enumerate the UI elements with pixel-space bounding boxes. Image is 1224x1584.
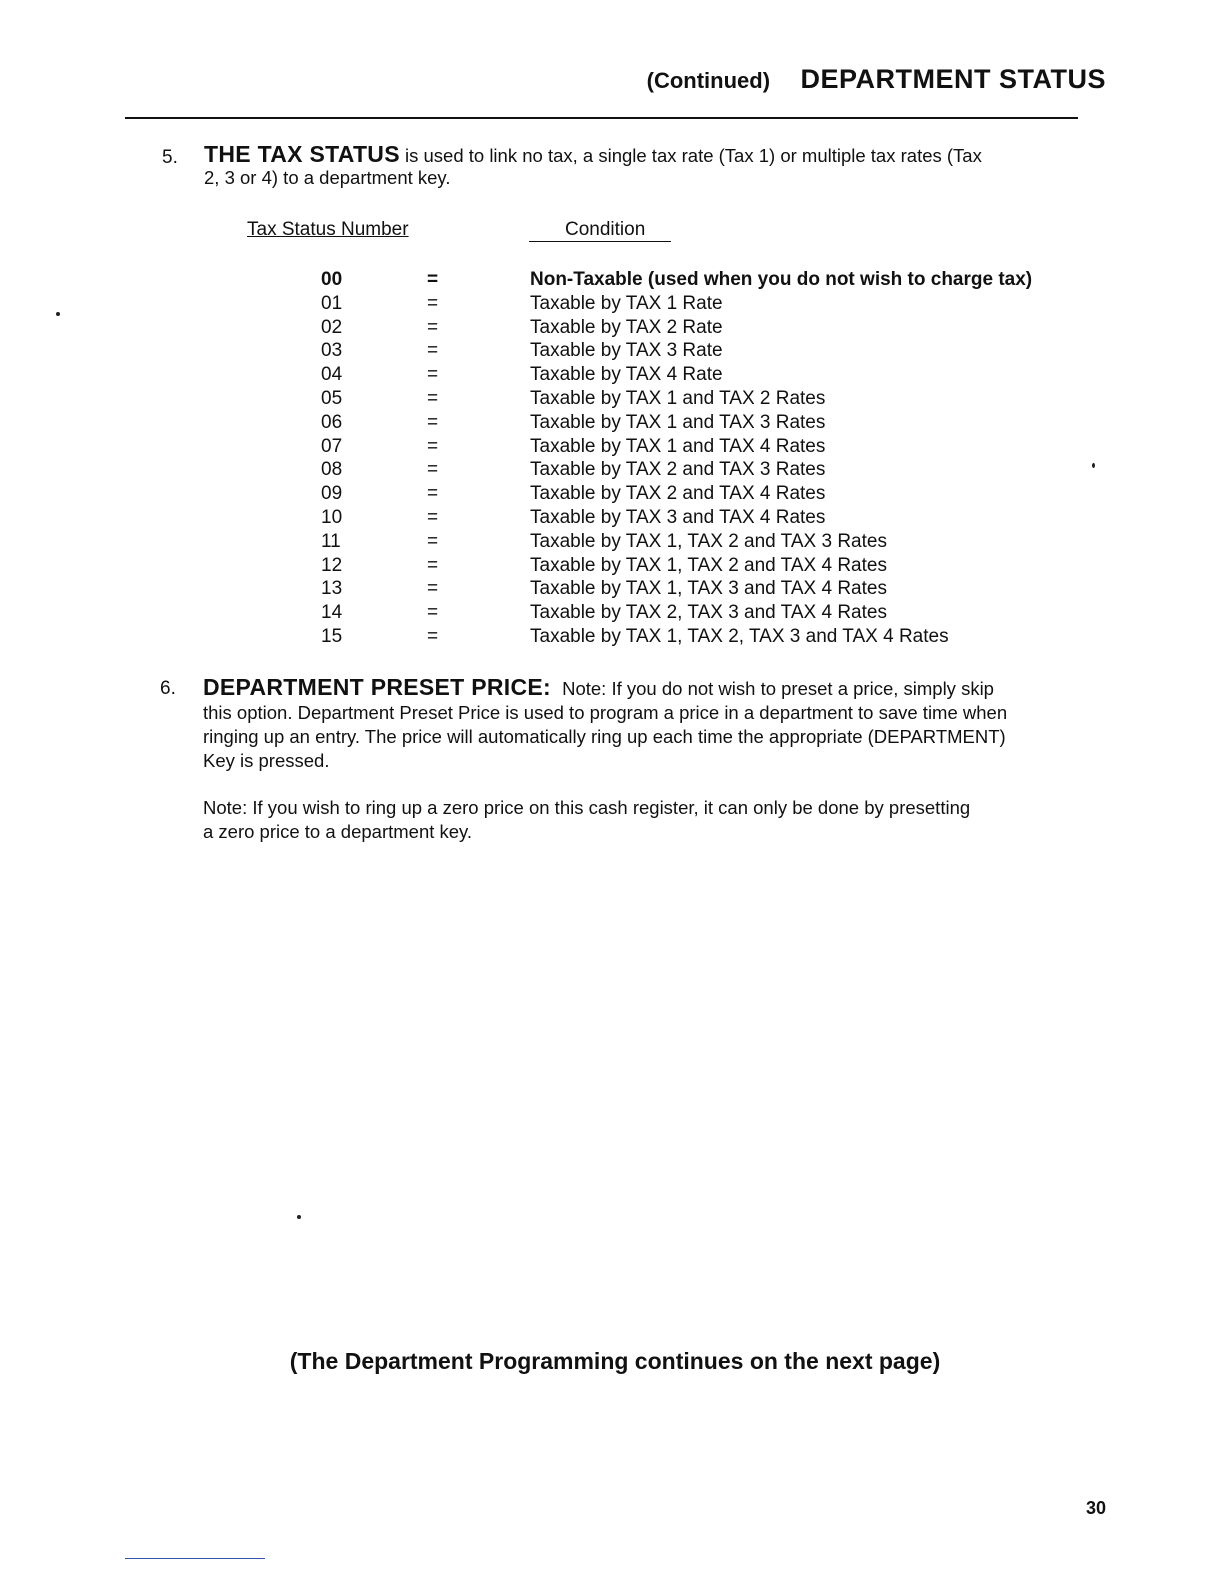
table-row xyxy=(0,577,1224,601)
column-header-condition xyxy=(529,219,671,241)
tax-status-code: 12 xyxy=(321,554,343,576)
table-row xyxy=(0,458,1224,482)
equals-sign: = xyxy=(427,459,439,481)
section-5-text-line1: is used to link no tax, a single tax rate (Tax 1) or multiple tax rates (Tax xyxy=(405,145,982,166)
column-header-tax-status-number: Tax Status Number xyxy=(247,219,409,240)
section-6-line1: Note: If you do not wish to preset a price, simply skip xyxy=(562,678,994,699)
scan-speck xyxy=(56,312,60,316)
equals-sign: = xyxy=(427,388,439,409)
tax-status-code: 08 xyxy=(321,459,343,481)
bottom-scan-line xyxy=(125,1558,265,1559)
tax-condition: Taxable by TAX 3 Rate xyxy=(530,340,723,362)
table-row xyxy=(0,625,1224,649)
tax-status-code: 05 xyxy=(321,388,343,409)
page-number: 30 xyxy=(1085,1498,1106,1518)
table-row xyxy=(0,411,1224,435)
tax-condition: Taxable by TAX 1 and TAX 2 Rates xyxy=(530,388,826,409)
equals-sign: = xyxy=(427,507,439,528)
zero-price-note-line2: a zero price to a department key. xyxy=(203,821,473,842)
tax-condition: Taxable by TAX 1, TAX 2 and TAX 4 Rates xyxy=(530,554,887,576)
table-row xyxy=(0,268,1224,292)
section-5-number: 5. xyxy=(162,147,178,168)
tax-condition: Taxable by TAX 1, TAX 2, TAX 3 and TAX 4 Rates xyxy=(530,626,949,647)
page-title: DEPARTMENT STATUS xyxy=(800,64,1106,94)
section-6-number: 6. xyxy=(160,678,176,699)
continued-label: (Continued) xyxy=(646,68,771,93)
section-6-line4: Key is pressed. xyxy=(203,750,330,771)
table-row xyxy=(0,387,1224,411)
tax-status-code: 02 xyxy=(321,316,343,338)
tax-condition: Taxable by TAX 2 and TAX 3 Rates xyxy=(530,459,826,481)
section-6-line2: this option. Department Preset Price is used to program a price in a department to save time when xyxy=(203,702,1008,723)
tax-status-code: 03 xyxy=(321,340,343,362)
tax-condition: Taxable by TAX 1 Rate xyxy=(530,292,723,314)
equals-sign: = xyxy=(427,292,439,314)
tax-condition: Taxable by TAX 1 and TAX 3 Rates xyxy=(530,411,826,433)
tax-condition: Taxable by TAX 2, TAX 3 and TAX 4 Rates xyxy=(530,602,887,624)
header-rule xyxy=(125,117,1078,119)
zero-price-note xyxy=(203,796,1083,844)
tax-condition: Taxable by TAX 1 and TAX 4 Rates xyxy=(530,435,826,457)
scan-speck xyxy=(297,1215,301,1219)
equals-sign: = xyxy=(427,364,439,386)
equals-sign: = xyxy=(427,435,439,457)
section-6-line3: ringing up an entry. The price will automatically ring up each time the appropriate (DEPARTMENT) xyxy=(203,726,1006,747)
section-6-lead: DEPARTMENT PRESET PRICE: xyxy=(203,674,551,700)
equals-sign: = xyxy=(427,578,439,600)
tax-status-code: 01 xyxy=(321,292,343,314)
equals-sign: = xyxy=(427,269,439,290)
table-row xyxy=(0,316,1224,340)
section-5-text-line2: 2, 3 or 4) to a department key. xyxy=(204,167,451,188)
tax-condition: Non-Taxable (used when you do not wish to charge tax) xyxy=(530,269,1033,290)
equals-sign: = xyxy=(427,411,439,433)
section-5-paragraph xyxy=(204,142,1084,190)
section-6-paragraph xyxy=(203,675,1083,773)
tax-status-code: 06 xyxy=(321,411,343,433)
zero-price-note-line1: Note: If you wish to ring up a zero price on this cash register, it can only be done by presetting xyxy=(203,797,971,818)
scan-speck xyxy=(1092,463,1095,468)
table-row xyxy=(0,339,1224,363)
tax-status-code: 09 xyxy=(321,483,343,505)
tax-status-code: 14 xyxy=(321,602,343,624)
equals-sign: = xyxy=(427,626,439,647)
table-row xyxy=(0,554,1224,578)
tax-status-code: 04 xyxy=(321,364,343,386)
table-row xyxy=(0,363,1224,387)
tax-condition: Taxable by TAX 2 Rate xyxy=(530,316,723,338)
tax-status-code: 11 xyxy=(321,530,341,552)
tax-condition: Taxable by TAX 1, TAX 3 and TAX 4 Rates xyxy=(530,578,887,600)
tax-condition: Taxable by TAX 2 and TAX 4 Rates xyxy=(530,483,826,505)
tax-condition: Taxable by TAX 1, TAX 2 and TAX 3 Rates xyxy=(530,530,887,552)
section-5-lead: THE TAX STATUS xyxy=(204,141,400,167)
table-row xyxy=(0,530,1224,554)
tax-status-code: 10 xyxy=(321,507,343,528)
equals-sign: = xyxy=(427,530,439,552)
table-row xyxy=(0,292,1224,316)
equals-sign: = xyxy=(427,483,439,505)
continues-next-page-note: (The Department Programming continues on the next page) xyxy=(289,1348,941,1374)
tax-condition: Taxable by TAX 4 Rate xyxy=(530,364,723,386)
equals-sign: = xyxy=(427,316,439,338)
equals-sign: = xyxy=(427,340,439,362)
tax-status-code: 07 xyxy=(321,435,343,457)
equals-sign: = xyxy=(427,602,439,624)
tax-status-code: 15 xyxy=(321,626,343,647)
tax-status-code: 00 xyxy=(321,269,343,290)
tax-status-code: 13 xyxy=(321,578,343,600)
table-row xyxy=(0,601,1224,625)
equals-sign: = xyxy=(427,554,439,576)
condition-header-label: Condition xyxy=(529,219,671,242)
table-row xyxy=(0,435,1224,459)
page-header xyxy=(647,64,1106,95)
table-row xyxy=(0,506,1224,530)
table-row xyxy=(0,482,1224,506)
tax-condition: Taxable by TAX 3 and TAX 4 Rates xyxy=(530,507,826,528)
